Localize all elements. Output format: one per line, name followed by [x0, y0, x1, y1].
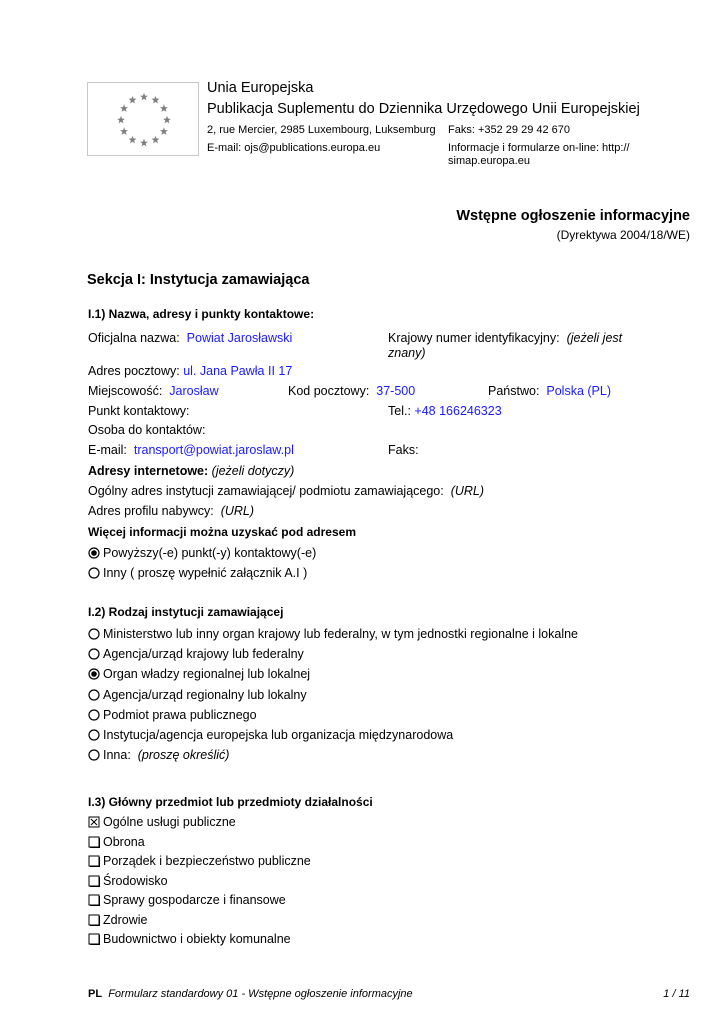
email-label: E-mail: — [88, 443, 127, 457]
tel-label: Tel.: — [388, 404, 411, 418]
section-heading: Sekcja I: Instytucja zamawiająca — [87, 272, 310, 288]
fax-label: Faks: — [388, 443, 419, 457]
header-email: E-mail: ojs@publications.europa.eu — [207, 142, 381, 154]
header-fax: Faks: +352 29 29 42 670 — [448, 124, 571, 136]
tel-row — [388, 404, 502, 418]
option-label: Organ władzy regionalnej lub lokalnej — [103, 667, 311, 682]
checkbox-icon[interactable] — [88, 836, 100, 848]
footer-left — [88, 988, 413, 1000]
contact-person-label: Osoba do kontaktów: — [88, 423, 206, 437]
option-label: Ogólne usługi publiczne — [103, 815, 236, 829]
eu-flag-logo — [87, 82, 199, 156]
radio-option[interactable] — [88, 708, 257, 722]
radio-icon[interactable] — [88, 567, 100, 579]
header-info-line2: simap.europa.eu — [448, 155, 530, 167]
star-icon — [117, 116, 125, 124]
zip-value: 37-500 — [376, 384, 416, 398]
other-hint: (proszę określić) — [130, 748, 230, 763]
star-icon — [140, 93, 148, 101]
radio-option[interactable] — [88, 647, 304, 661]
national-id-hint-cont: znany) — [388, 346, 426, 360]
checkbox-icon[interactable] — [88, 894, 100, 906]
email-row — [88, 443, 294, 457]
general-address-label: Ogólny adres instytucji zamawiającej/ podmiotu zamawiającego: — [88, 484, 444, 498]
radio-icon[interactable] — [88, 628, 100, 640]
document-title: Wstępne ogłoszenie informacyjne — [456, 208, 690, 224]
radio-option[interactable] — [88, 546, 316, 560]
internet-hint: (jeżeli dotyczy) — [211, 464, 295, 478]
star-icon — [163, 116, 171, 124]
eu-stars-icon — [88, 83, 200, 157]
option-label: Sprawy gospodarcze i finansowe — [103, 893, 286, 907]
contact-point-label: Punkt kontaktowy: — [88, 404, 190, 418]
footer-lang: PL — [88, 988, 103, 1000]
star-icon — [160, 104, 168, 112]
option-label: Agencja/urząd krajowy lub federalny — [103, 647, 304, 662]
checkbox-option[interactable] — [88, 874, 168, 888]
radio-icon[interactable] — [88, 648, 100, 660]
option-label: Inny ( proszę wypełnić załącznik A.I ) — [103, 566, 308, 580]
postal-value: ul. Jana Pawła II 17 — [183, 364, 293, 378]
checkbox-icon[interactable] — [88, 855, 100, 867]
star-icon — [152, 136, 160, 144]
radio-option[interactable] — [88, 728, 453, 742]
option-label: Zdrowie — [103, 912, 148, 927]
i1-heading: I.1) Nazwa, adresy i punkty kontaktowe: — [88, 307, 315, 321]
radio-icon[interactable] — [88, 749, 100, 761]
official-name-label: Oficjalna nazwa: — [88, 331, 180, 345]
radio-option[interactable] — [88, 566, 307, 580]
city-row — [88, 384, 219, 398]
option-label: Ministerstwo lub inny organ krajowy lub federalny, w tym jednostki regionalne i lokalne — [103, 627, 578, 641]
radio-icon[interactable] — [88, 689, 100, 701]
radio-icon[interactable] — [88, 709, 100, 721]
star-icon — [140, 139, 148, 147]
i3-heading: I.3) Główny przedmiot lub przedmioty działalności — [88, 795, 373, 809]
general-address-row — [88, 484, 484, 498]
country-label: Państwo: — [488, 384, 540, 398]
directive-reference: (Dyrektywa 2004/18/WE) — [556, 228, 690, 242]
zip-row — [288, 384, 415, 398]
radio-icon[interactable] — [88, 547, 100, 559]
national-id-label: Krajowy numer identyfikacyjny: — [388, 331, 560, 345]
checkbox-icon[interactable] — [88, 875, 100, 887]
footer-page-number: 1 / 11 — [663, 988, 690, 1000]
zip-label: Kod pocztowy: — [288, 384, 370, 398]
country-value: Polska (PL) — [546, 384, 611, 398]
radio-option[interactable] — [88, 627, 578, 641]
radio-icon[interactable] — [88, 729, 100, 741]
city-label: Miejscowość: — [88, 384, 163, 398]
postal-address-row — [88, 364, 292, 378]
radio-option[interactable] — [88, 688, 307, 702]
buyer-profile-row — [88, 504, 254, 518]
option-label: Środowisko — [103, 873, 168, 888]
option-label: Agencja/urząd regionalny lub lokalny — [103, 687, 307, 702]
more-info-heading: Więcej informacji można uzyskać pod adresem — [88, 525, 356, 539]
star-icon — [160, 127, 168, 135]
checkbox-option[interactable] — [88, 835, 145, 849]
checkbox-icon[interactable] — [88, 914, 100, 926]
option-label: Obrona — [103, 834, 145, 849]
country-row — [488, 384, 611, 398]
checkbox-option[interactable] — [88, 932, 291, 946]
star-icon — [120, 104, 128, 112]
buyer-profile-hint: (URL) — [220, 504, 255, 518]
official-name-value: Powiat Jarosławski — [186, 331, 293, 345]
buyer-profile-label: Adres profilu nabywcy: — [88, 504, 214, 518]
radio-icon[interactable] — [88, 668, 100, 680]
tel-value: +48 166246323 — [414, 404, 502, 418]
internet-label: Adresy internetowe: — [88, 464, 209, 478]
radio-option[interactable] — [88, 667, 310, 681]
option-label: Powyższy(-e) punkt(-y) kontaktowy(-e) — [103, 546, 317, 560]
internet-addresses-row — [88, 464, 294, 478]
header-publication: Publikacja Suplementu do Dziennika Urzędowego Unii Europejskiej — [207, 101, 640, 117]
star-icon — [120, 127, 128, 135]
i2-heading: I.2) Rodzaj instytucji zamawiającej — [88, 605, 284, 619]
national-id-hint: (jeżeli jest — [566, 331, 623, 345]
national-id-row — [388, 331, 622, 345]
star-icon — [129, 136, 137, 144]
checkbox-option[interactable] — [88, 913, 147, 927]
header-address: 2, rue Mercier, 2985 Luxembourg, Luksemburg — [207, 124, 436, 136]
official-name-row — [88, 331, 292, 345]
header-info-line1: Informacje i formularze on-line: http:// — [448, 142, 630, 154]
checkbox-option[interactable] — [88, 893, 286, 907]
footer-form-name: Formularz standardowy 01 - Wstępne ogłoszenie informacyjne — [108, 988, 413, 1000]
checkbox-icon[interactable] — [88, 933, 100, 945]
city-value: Jarosław — [169, 384, 219, 398]
checkbox-option[interactable] — [88, 815, 236, 829]
star-icon — [152, 96, 160, 104]
option-label: Budownictwo i obiekty komunalne — [103, 932, 291, 946]
option-label: Inna: — [103, 748, 131, 763]
header-org: Unia Europejska — [207, 80, 314, 96]
postal-label: Adres pocztowy: — [88, 364, 180, 378]
radio-option[interactable] — [88, 748, 229, 762]
general-address-hint: (URL) — [450, 484, 485, 498]
email-value[interactable]: transport@powiat.jaroslaw.pl — [133, 443, 294, 457]
option-label: Podmiot prawa publicznego — [103, 707, 257, 722]
option-label: Porządek i bezpieczeństwo publiczne — [103, 854, 311, 868]
checkbox-icon[interactable] — [88, 816, 100, 828]
star-icon — [129, 96, 137, 104]
checkbox-option[interactable] — [88, 854, 311, 868]
option-label: Instytucja/agencja europejska lub organizacja międzynarodowa — [103, 728, 454, 742]
